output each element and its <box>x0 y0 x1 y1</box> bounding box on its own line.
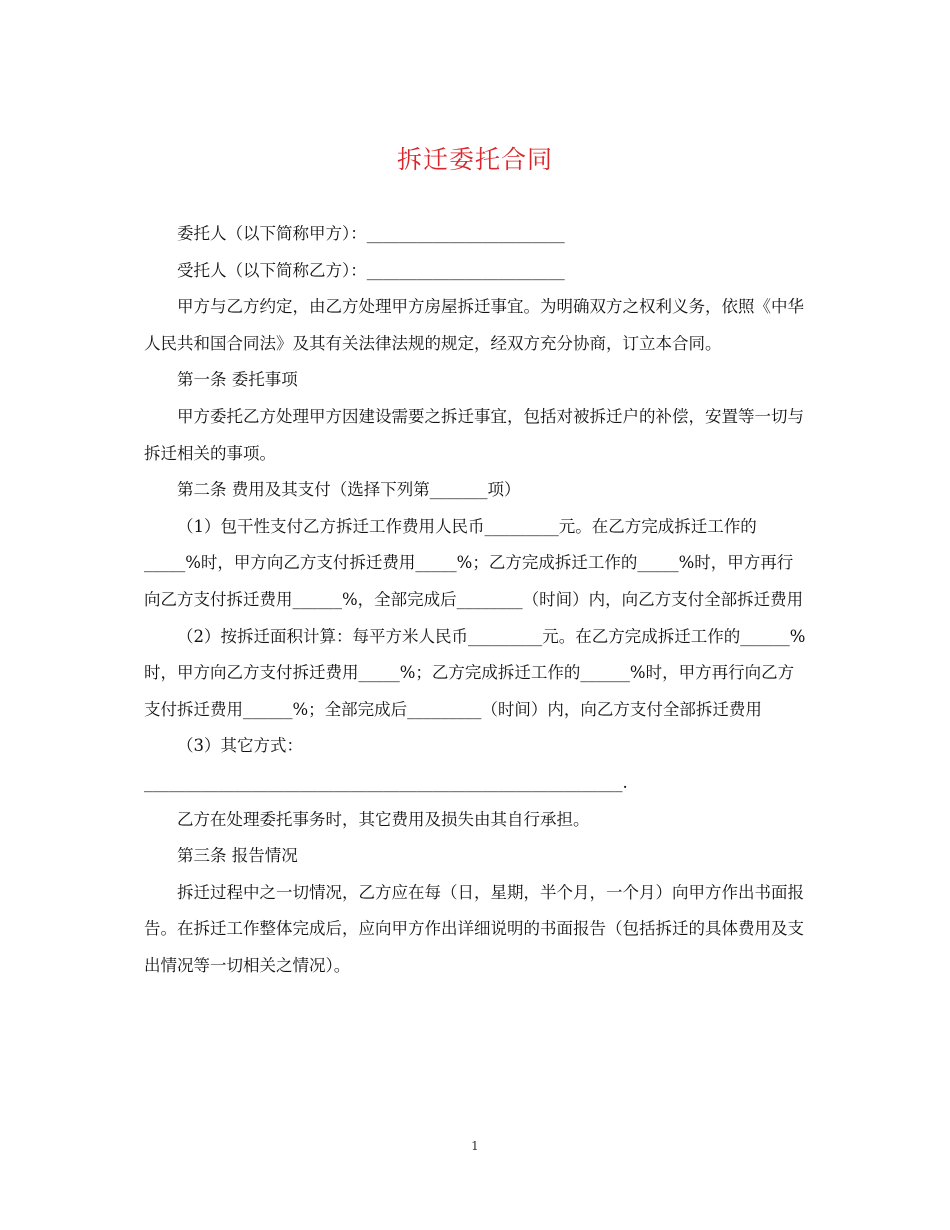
payment-option-3: （3）其它方式： <box>177 736 303 756</box>
document-body <box>144 216 806 984</box>
payment-option-1: （1）包干性支付乙方拆迁工作费用人民币_________元。在乙方完成拆迁工作的_____%时，甲方向乙方支付拆迁费用_____%；乙方完成拆迁工作的_____%时，甲方再行向乙方支付拆迁费用______%，全部完成后________（时间）内，向乙方支付全部拆迁费用 <box>144 516 804 609</box>
article-heading-3: 第三条 报告情况 <box>177 846 298 866</box>
article-3-paragraph: 拆迁过程中之一切情况，乙方应在每（日，星期，半个月，一个月）向甲方作出书面报告。在拆迁工作整体完成后，应向甲方作出详细说明的书面报告（包括拆迁的具体费用及支出情况等一切相关之情况）。 <box>144 882 804 975</box>
document-title: 拆迁委托合同 <box>396 145 553 174</box>
blank-line: __________________________________________________________. <box>144 772 628 792</box>
article-1-paragraph: 甲方委托乙方处理甲方因建设需要之拆迁事宜，包括对被拆迁户的补偿，安置等一切与拆迁相关的事项。 <box>144 406 804 463</box>
expense-paragraph: 乙方在处理委托事务时，其它费用及损失由其自行承担。 <box>177 809 590 829</box>
preamble-paragraph: 甲方与乙方约定，由乙方处理甲方房屋拆迁事宜。为明确双方之权利义务，依照《中华人民共和国合同法》及其有关法律法规的规定，经双方充分协商，订立本合同。 <box>144 297 804 353</box>
article-heading-1: 第一条 委托事项 <box>177 370 298 390</box>
article-heading-2: 第二条 费用及其支付（选择下列第_______项） <box>177 480 521 500</box>
page-number: 1 <box>471 1139 479 1153</box>
agent-line: 受托人（以下简称乙方）：________________________ <box>177 260 565 280</box>
payment-option-2: （2）按拆迁面积计算：每平方米人民币_________元。在乙方完成拆迁工作的______%时，甲方向乙方支付拆迁费用_____%；乙方完成拆迁工作的______%时，甲方再行向乙方支付拆迁费用______%；全部完成后_________（时间）内，向乙方支付全部拆迁费用 <box>144 626 806 719</box>
principal-line: 委托人（以下简称甲方）：________________________ <box>177 224 565 243</box>
